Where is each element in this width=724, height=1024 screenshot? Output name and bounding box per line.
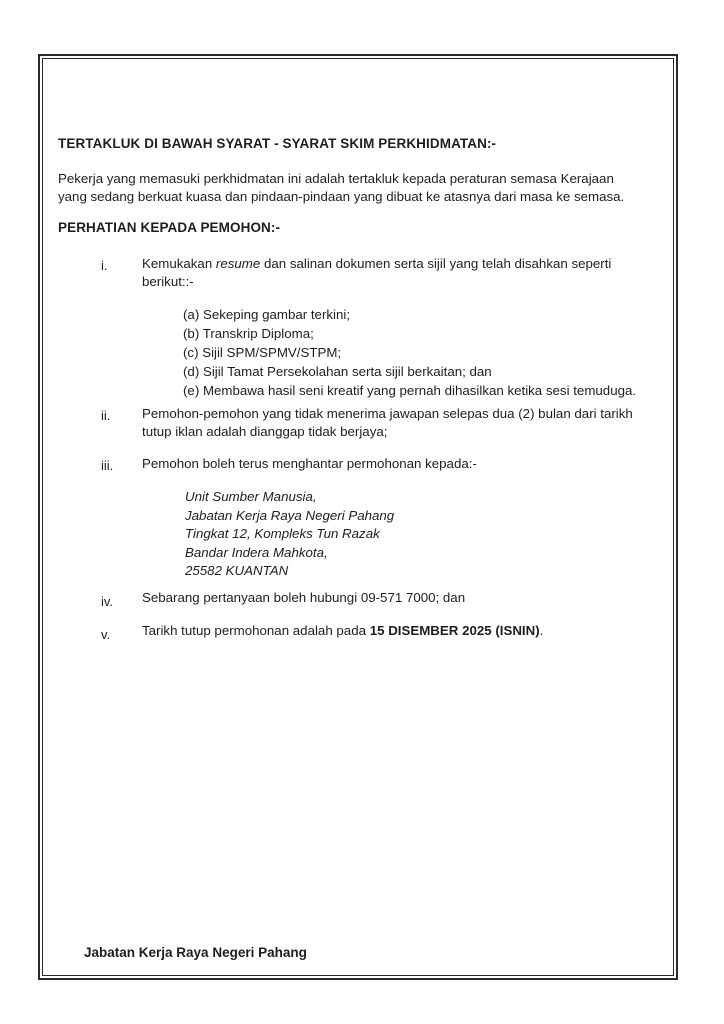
resume-emphasis: resume (215, 256, 261, 271)
closing-date-prefix: Tarikh tutup permohonan adalah pada (142, 623, 370, 638)
checklist-item: (b) Transkrip Diploma; (183, 326, 314, 341)
terms-paragraph (58, 170, 668, 206)
item-i-text (142, 255, 662, 291)
item-ii-line: Pemohon-pemohon yang tidak menerima jawapan selepas dua (2) bulan dari tarikh (142, 406, 633, 421)
item-ii-text (142, 405, 667, 441)
mailing-address (185, 488, 394, 581)
item-numeral: v. (101, 627, 111, 642)
closing-date: 15 DISEMBER 2025 (ISNIN) (369, 623, 540, 638)
checklist-item: (e) Membawa hasil seni kreatif yang pernah dihasilkan ketika sesi temuduga. (183, 383, 637, 398)
item-numeral: iii. (101, 458, 114, 473)
footer-department: Jabatan Kerja Raya Negeri Pahang (84, 945, 307, 960)
address-line: Tingkat 12, Kompleks Tun Razak (185, 526, 380, 541)
item-iv-text: Sebarang pertanyaan boleh hubungi 09-571 7000; dan (142, 590, 466, 605)
closing-date-suffix: . (539, 623, 544, 638)
terms-paragraph-line: Pekerja yang memasuki perkhidmatan ini adalah tertakluk kepada peraturan semasa Kerajaan (58, 171, 614, 186)
address-line: Unit Sumber Manusia, (185, 489, 317, 504)
item-v-text (142, 622, 543, 640)
checklist-item: (a) Sekeping gambar terkini; (183, 307, 351, 322)
address-line: 25582 KUANTAN (185, 563, 289, 578)
item-i-suffix: dan salinan dokumen serta sijil yang telah disahkan seperti (260, 256, 612, 271)
section-heading-applicant-notice: PERHATIAN KEPADA PEMOHON:- (58, 220, 281, 235)
terms-paragraph-line: yang sedang berkuat kuasa dan pindaan-pindaan yang dibuat ke atasnya dari masa ke semasa. (58, 189, 625, 204)
item-ii-line: tutup iklan adalah dianggap tidak berjaya; (142, 424, 388, 439)
address-line: Jabatan Kerja Raya Negeri Pahang (185, 507, 395, 523)
item-numeral: iv. (101, 594, 114, 609)
item-i-prefix: Kemukakan (142, 256, 216, 271)
item-i-line (142, 255, 662, 273)
item-numeral: i. (101, 258, 108, 273)
checklist-item: (d) Sijil Tamat Persekolahan serta sijil berkaitan; dan (183, 364, 492, 379)
document-checklist (183, 305, 636, 400)
section-heading-terms: TERTAKLUK DI BAWAH SYARAT - SYARAT SKIM PERKHIDMATAN:- (58, 136, 497, 151)
item-i-line: berikut::- (142, 274, 194, 289)
address-line: Bandar Indera Mahkota, (185, 544, 328, 560)
checklist-item: (c) Sijil SPM/SPMV/STPM; (183, 345, 342, 360)
item-iii-text: Pemohon boleh terus menghantar permohonan kepada:- (142, 456, 477, 471)
item-numeral: ii. (101, 408, 111, 423)
